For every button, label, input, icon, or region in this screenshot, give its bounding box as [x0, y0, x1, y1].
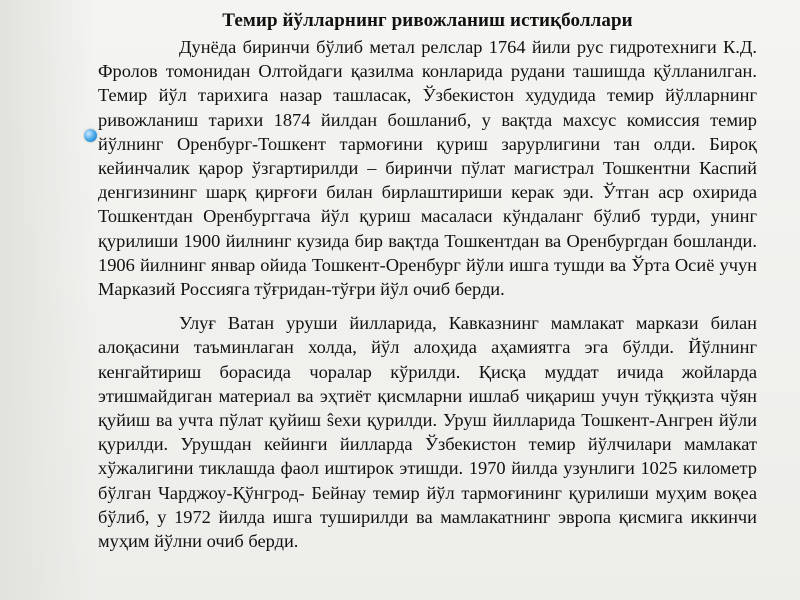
slide-edge-shading [0, 0, 96, 600]
paragraph-1: Дунёда биринчи бўлиб метал релслар 1764 йили рус гидротехниги К.Д. Фролов томонидан Олтойдаги қазилма конларида рудани ташишда қўлланилган. Темир йўл тарихига назар ташласак, Ўзбекистон худудида темир йўлларнинг ривожланиш тарихи 1874 йилдан бошланиб, у вақтда махсус комиссия темир йўлнинг Оренбург-Тошкент тармоғини қуриш зарурлигини тан олди. Бироқ кейинчалик қарор ўзгартирилди – биринчи пўлат магистрал Тошкентни Каспий денгизининг шарқ қирғоғи билан бирлаштириши керак эди. Ўтган аср охирида Тошкентдан Оренбурггача йўл қуриш масаласи кўндаланг бўлиб турди, унинг қурилиши 1900 йилнинг кузида бир вақтда Тошкентдан ва Оренбургдан бошланди. 1906 йилнинг январ ойида Тошкент-Оренбург йўли ишга тушди ва Ўрта Осиё учун Марказий Россияга тўғридан-тўғри йўл очиб берди. [98, 37, 757, 300]
document-body [98, 8, 757, 553]
bullet-dot-icon [84, 129, 97, 142]
document-title: Темир йўлларнинг ривожланиш истиқболлари [222, 10, 633, 31]
paragraph-2: Улуғ Ватан уруши йилларида, Кавказнинг мамлакат маркази билан алоқасини таъминлаган холда, йўл алоҳида аҳамиятга эга бўлди. Йўлнинг кенгайтириш борасида чоралар кўрилди. Қисқа муддат ичида жойларда этишмайдиган материал ва эҳтиёт қисмларни ишлаб чиқариш учун тўққизта чўян қуйиш ва учта пўлат қуйиш ŝехи қурилди. Уруш йилларида Тошкент-Ангрен йўли қурилди. Урушдан кейинги йилларда Ўзбекистон темир йўлчилари мамлакат хўжалигини тиклашда фаол иштирок этишди. 1970 йилда узунлиги 1025 километр бўлган Чарджоу-Қўнгрод- Бейнау темир йўл тармоғининг қурилиши муҳим воқеа бўлиб, у 1972 йилда ишга туширилди ва мамлакатнинг эвропа қисмига иккинчи муҳим йўлни очиб берди. [98, 313, 757, 552]
